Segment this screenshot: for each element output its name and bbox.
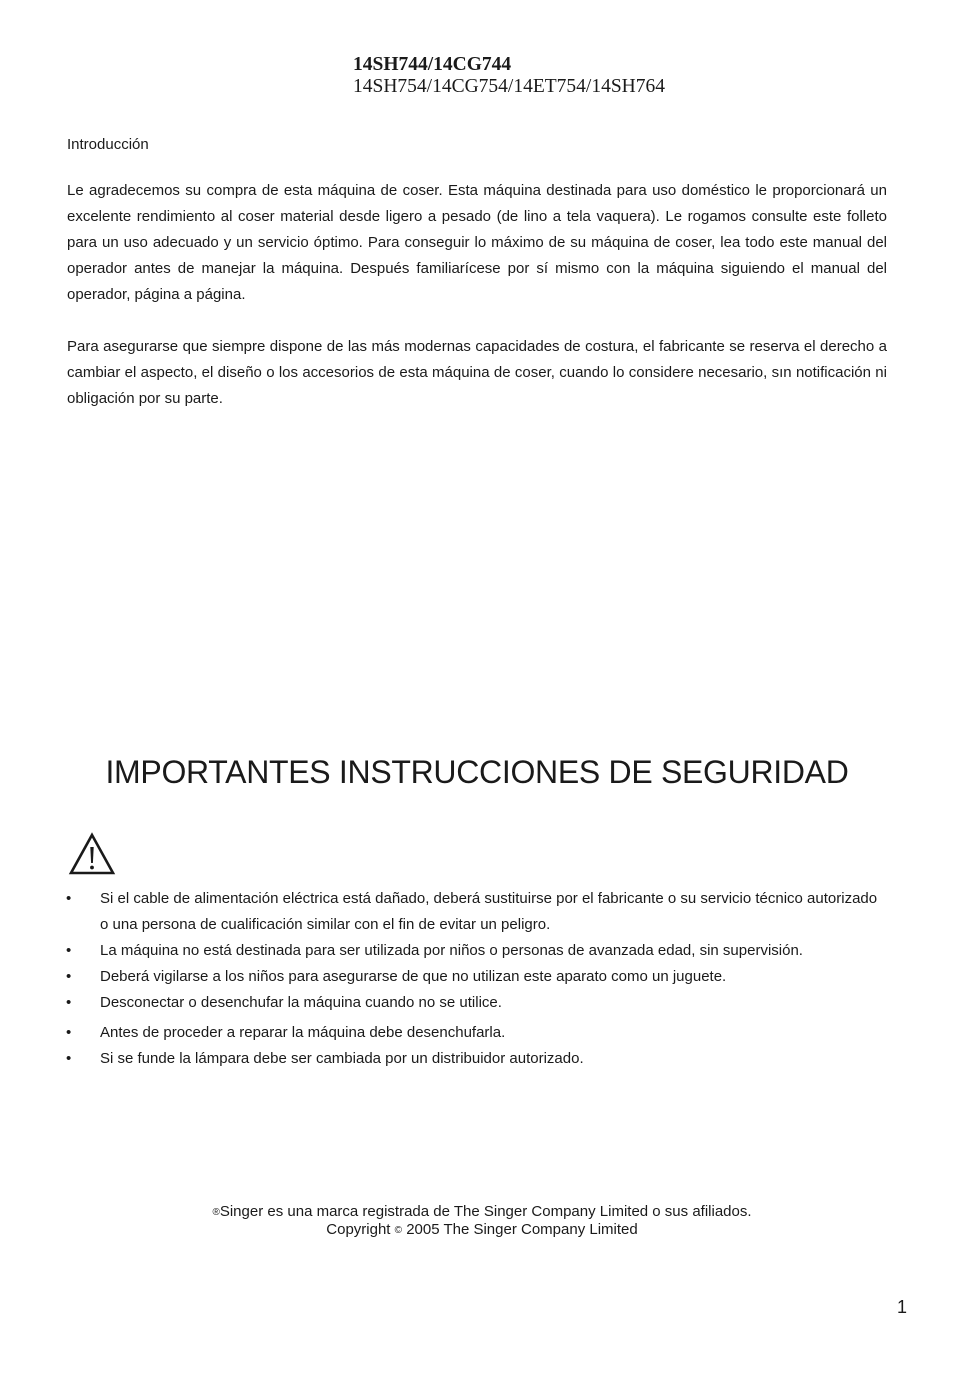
models-line-2: 14SH754/14CG754/14ET754/14SH764	[353, 76, 666, 97]
list-item: • Si se funde la lámpara debe ser cambiada por un distribuidor autorizado.	[66, 1046, 886, 1072]
list-item: • Deberá vigilarse a los niños para asegurarse de que no utilizan este aparato como un juguete.	[66, 964, 886, 990]
safety-list	[66, 886, 886, 1072]
footer	[0, 1203, 954, 1239]
trademark-line	[0, 1203, 954, 1221]
list-item: • Si el cable de alimentación eléctrica está dañado, deberá sustituirse por el fabricante o su servicio técnico autorizado o una persona de cualificación similar con el fin de evitar un peligro.	[66, 886, 886, 938]
page-number: 1	[897, 1297, 908, 1317]
copyright-text: 2005 The Singer Company Limited	[406, 1221, 638, 1238]
copyright-prefix: Copyright	[326, 1221, 391, 1238]
intro-heading: Introducción	[67, 136, 149, 153]
models-line-1: 14SH744/14CG744	[353, 54, 512, 75]
trademark-text: Singer es una marca registrada de The Singer Company Limited o sus afiliados.	[219, 1203, 752, 1220]
warning-triangle-icon	[68, 832, 116, 876]
copyright-line	[0, 1221, 954, 1239]
model-numbers	[353, 54, 665, 98]
copyright-symbol: ©	[394, 1225, 403, 1236]
list-item: • Desconectar o desenchufar la máquina cuando no se utilice.	[66, 990, 886, 1016]
list-item: • La máquina no está destinada para ser utilizada por niños o personas de avanzada edad, sin supervisión.	[66, 938, 886, 964]
intro-paragraph-1: Le agradecemos su compra de esta máquina de coser. Esta máquina destinada para uso doméstico le proporcionará un excelente rendimiento al coser material desde ligero a pesado (de lino a tela vaquera). Le rogamos consulte este folleto para un uso adecuado y un servicio óptimo. Para conseguir lo máximo de su máquina de coser, lea todo este manual del operador antes de manejar la máquina. Después familiarícese por sí mismo con la máquina siguiendo el manual del operador, página a página.	[67, 182, 887, 303]
registered-symbol: ®	[212, 1207, 220, 1218]
intro-paragraph-2: Para asegurarse que siempre dispone de las más modernas capacidades de costura, el fabricante se reserva el derecho a cambiar el aspecto, el diseño o los accesorios de esta máquina de coser, cuando lo considere necesario, sın notificación ni obligación por su parte.	[67, 338, 887, 407]
safety-heading: IMPORTANTES INSTRUCCIONES DE SEGURIDAD	[105, 754, 849, 790]
list-item: • Antes de proceder a reparar la máquina debe desenchufarla.	[66, 1020, 886, 1046]
